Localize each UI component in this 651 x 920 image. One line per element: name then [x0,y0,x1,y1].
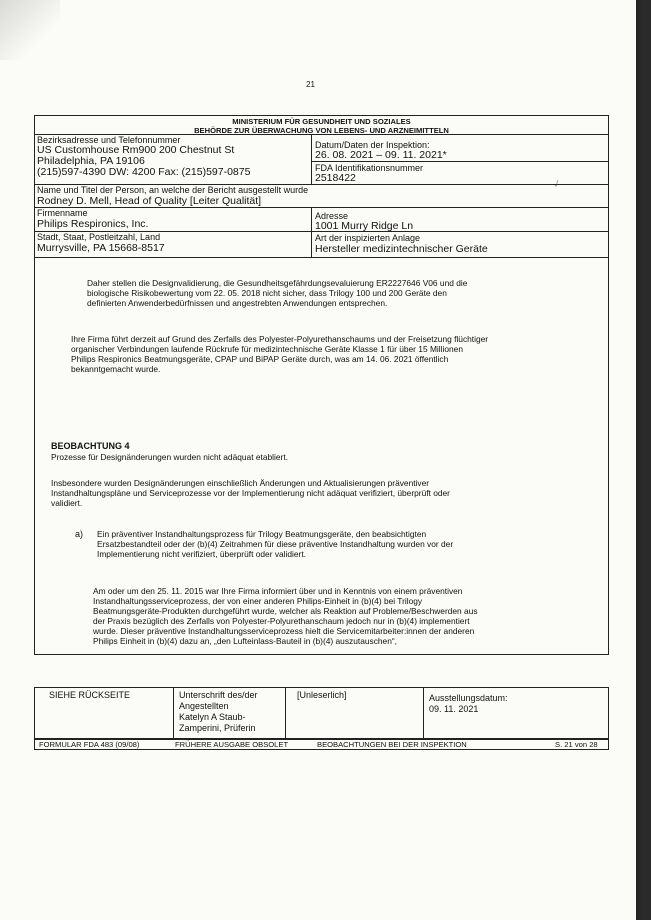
type-label: Art der inspizierten Anlage [315,233,421,243]
firm-value: Philips Respironics, Inc. [37,218,149,230]
issue-date-label: Ausstellungsdatum: [429,693,508,703]
text-line: Ihre Firma führt derzeit auf Grund des Zerfalls des Polyester-Polyurethanschaums und der Freisetzung flüchtiger [71,334,489,344]
address-label: Adresse [315,211,349,221]
person-label: Name und Titel der Person, an welche der Bericht ausgestellt wurde [37,185,309,195]
person-value: Rodney D. Mell, Head of Quality [Leiter Qualität] [37,195,262,207]
employee-name: Katelyn A Staub- [179,712,246,722]
page-corner-shadow [0,0,60,60]
form-frame [34,115,609,655]
dates-value: 26. 08. 2021 – 09. 11. 2021* [315,149,447,161]
ministry-title: MINISTERIUM FÜR GESUNDHEIT UND SOZIALES [232,117,411,126]
footer-obsolete: FRÜHERE AUSGABE OBSOLET [175,740,289,749]
text-line: Ein präventiver Instandhaltungsprozess für Trilogy Beatmungsgeräte, den beabsichtigten [97,529,427,539]
district-address: US Customhouse Rm900 200 Chestnut St [37,144,235,156]
city-label: Stadt, Staat, Postleitzahl, Land [37,232,161,242]
fda-483-form [34,115,609,908]
divider [285,688,286,738]
text-line: Philips Respironics Beatmungsgeräte, CPAP und BiPAP Geräte durch, was am 14. 06. 2021 öffentlich [71,354,449,364]
text-line: Beatmungsgeräte-Produkten durchgeführt wurde, welcher als Reaktion auf Probleme/Beschwerden aus [93,606,478,616]
dates-label: Datum/Daten der Inspektion: [315,140,430,150]
text-line: Instandhaltungspläne und Serviceprozesse vor der Implementierung nicht adäquat verifiziert, überprüft oder [51,488,450,498]
paragraph-maintenance-history [93,586,478,646]
divider [311,134,312,184]
form-header [35,117,608,135]
observation-summary [51,452,288,462]
footer-form-id: FORMULAR FDA 483 (09/08) [39,740,140,749]
fei-label: FDA Identifikationsnummer [315,163,424,173]
district-phone: (215)597-4390 DW: 4200 Fax: (215)597-0875 [37,166,251,178]
divider [173,688,174,738]
city-value: Murrysville, PA 15668-8517 [37,242,165,254]
divider [311,161,608,162]
paragraph-design-changes [51,478,450,508]
fei-value: 2518422 [315,172,356,184]
issue-date-value: 09. 11. 2021 [429,704,479,714]
text-line: Philips Einheit in (b)(4) dazu an, „den Lufteinlass-Bauteil in (b)(4) auszutauschen“, [93,636,397,646]
employee-label-2: Angestellten [179,701,229,711]
text-line: wurde. Dieser präventive Instandhaltungsserviceprozess hielt die Servicemitarbeiter:innen der anderen [93,626,475,636]
footer-page: S. 21 von 28 [555,740,598,749]
item-marker: a) [75,529,84,539]
signature-illegible: [Unleserlich] [297,690,347,700]
divider [35,207,608,208]
divider [311,207,312,257]
check-mark: ✓ [551,177,564,192]
paragraph-design-validation [87,278,467,308]
firm-label: Firmenname [37,208,88,218]
text-line: der Praxis bezüglich des Zerfalls von Polyester-Polyurethanschaum jedoch nur in (b)(4) implementiert [93,616,470,626]
text-line: Am oder um den 25. 11. 2015 war Ihre Firma informiert über und in Kenntnis von einem präventiven [93,586,463,596]
signature-block [34,687,609,739]
agency-title: BEHÖRDE ZUR ÜBERWACHUNG VON LEBENS- UND ARZNEIMITTELN [194,126,449,135]
form-footer [34,739,609,750]
text-line: definierten Anwenderbedürfnissen und angestrebten Anwendungen entsprechen. [87,298,388,308]
district-label: Bezirksadresse und Telefonnummer [37,135,181,145]
text-line: Ersatzbestandteil oder der (b)(4) Zeitrahmen für diese präventive Instandhaltung wurden vor der [97,539,454,549]
text-line: biologische Risikobewertung vom 22. 05. 2018 nicht sicher, dass Trilogy 100 und 200 Geräte den [87,288,447,298]
text-line: organischer Verbindungen laufende Rückrufe für medizintechnische Geräte Klasse 1 für über 15 Millionen [71,344,463,354]
text-line: bekanntgemacht wurde. [71,364,161,374]
text-line: Insbesondere wurden Designänderungen einschließlich Änderungen und Aktualisierungen präventiver [51,478,430,488]
employee-name-2: Zamperini, Prüferin [179,723,256,733]
text-line: Implementierung nicht verifiziert, überprüft oder validiert. [97,549,307,559]
text-line: validiert. [51,498,83,508]
paragraph-recall [71,334,488,374]
divider [35,257,608,258]
item-a-text [97,529,453,559]
divider [423,688,424,738]
text-line: Prozesse für Designänderungen wurden nicht adäquat etabliert. [51,452,288,462]
address-value: 1001 Murry Ridge Ln [315,220,414,232]
district-city: Philadelphia, PA 19106 [37,155,145,167]
see-reverse: SIEHE RÜCKSEITE [49,690,131,700]
text-line: Instandhaltungsserviceprozess, der von einer anderen Philips-Einheit in (b)(4) bei Trilogy [93,596,423,606]
page-number: 21 [306,80,315,89]
text-line: Daher stellen die Designvalidierung, die Gesundheitsgefährdungsevaluierung ER2227646 V06 und die [87,278,468,288]
footer-observations: BEOBACHTUNGEN BEI DER INSPEKTION [317,740,467,749]
type-value: Hersteller medizintechnischer Geräte [315,243,488,255]
observation-title: BEOBACHTUNG 4 [51,441,130,451]
employee-label: Unterschrift des/der [179,690,258,700]
